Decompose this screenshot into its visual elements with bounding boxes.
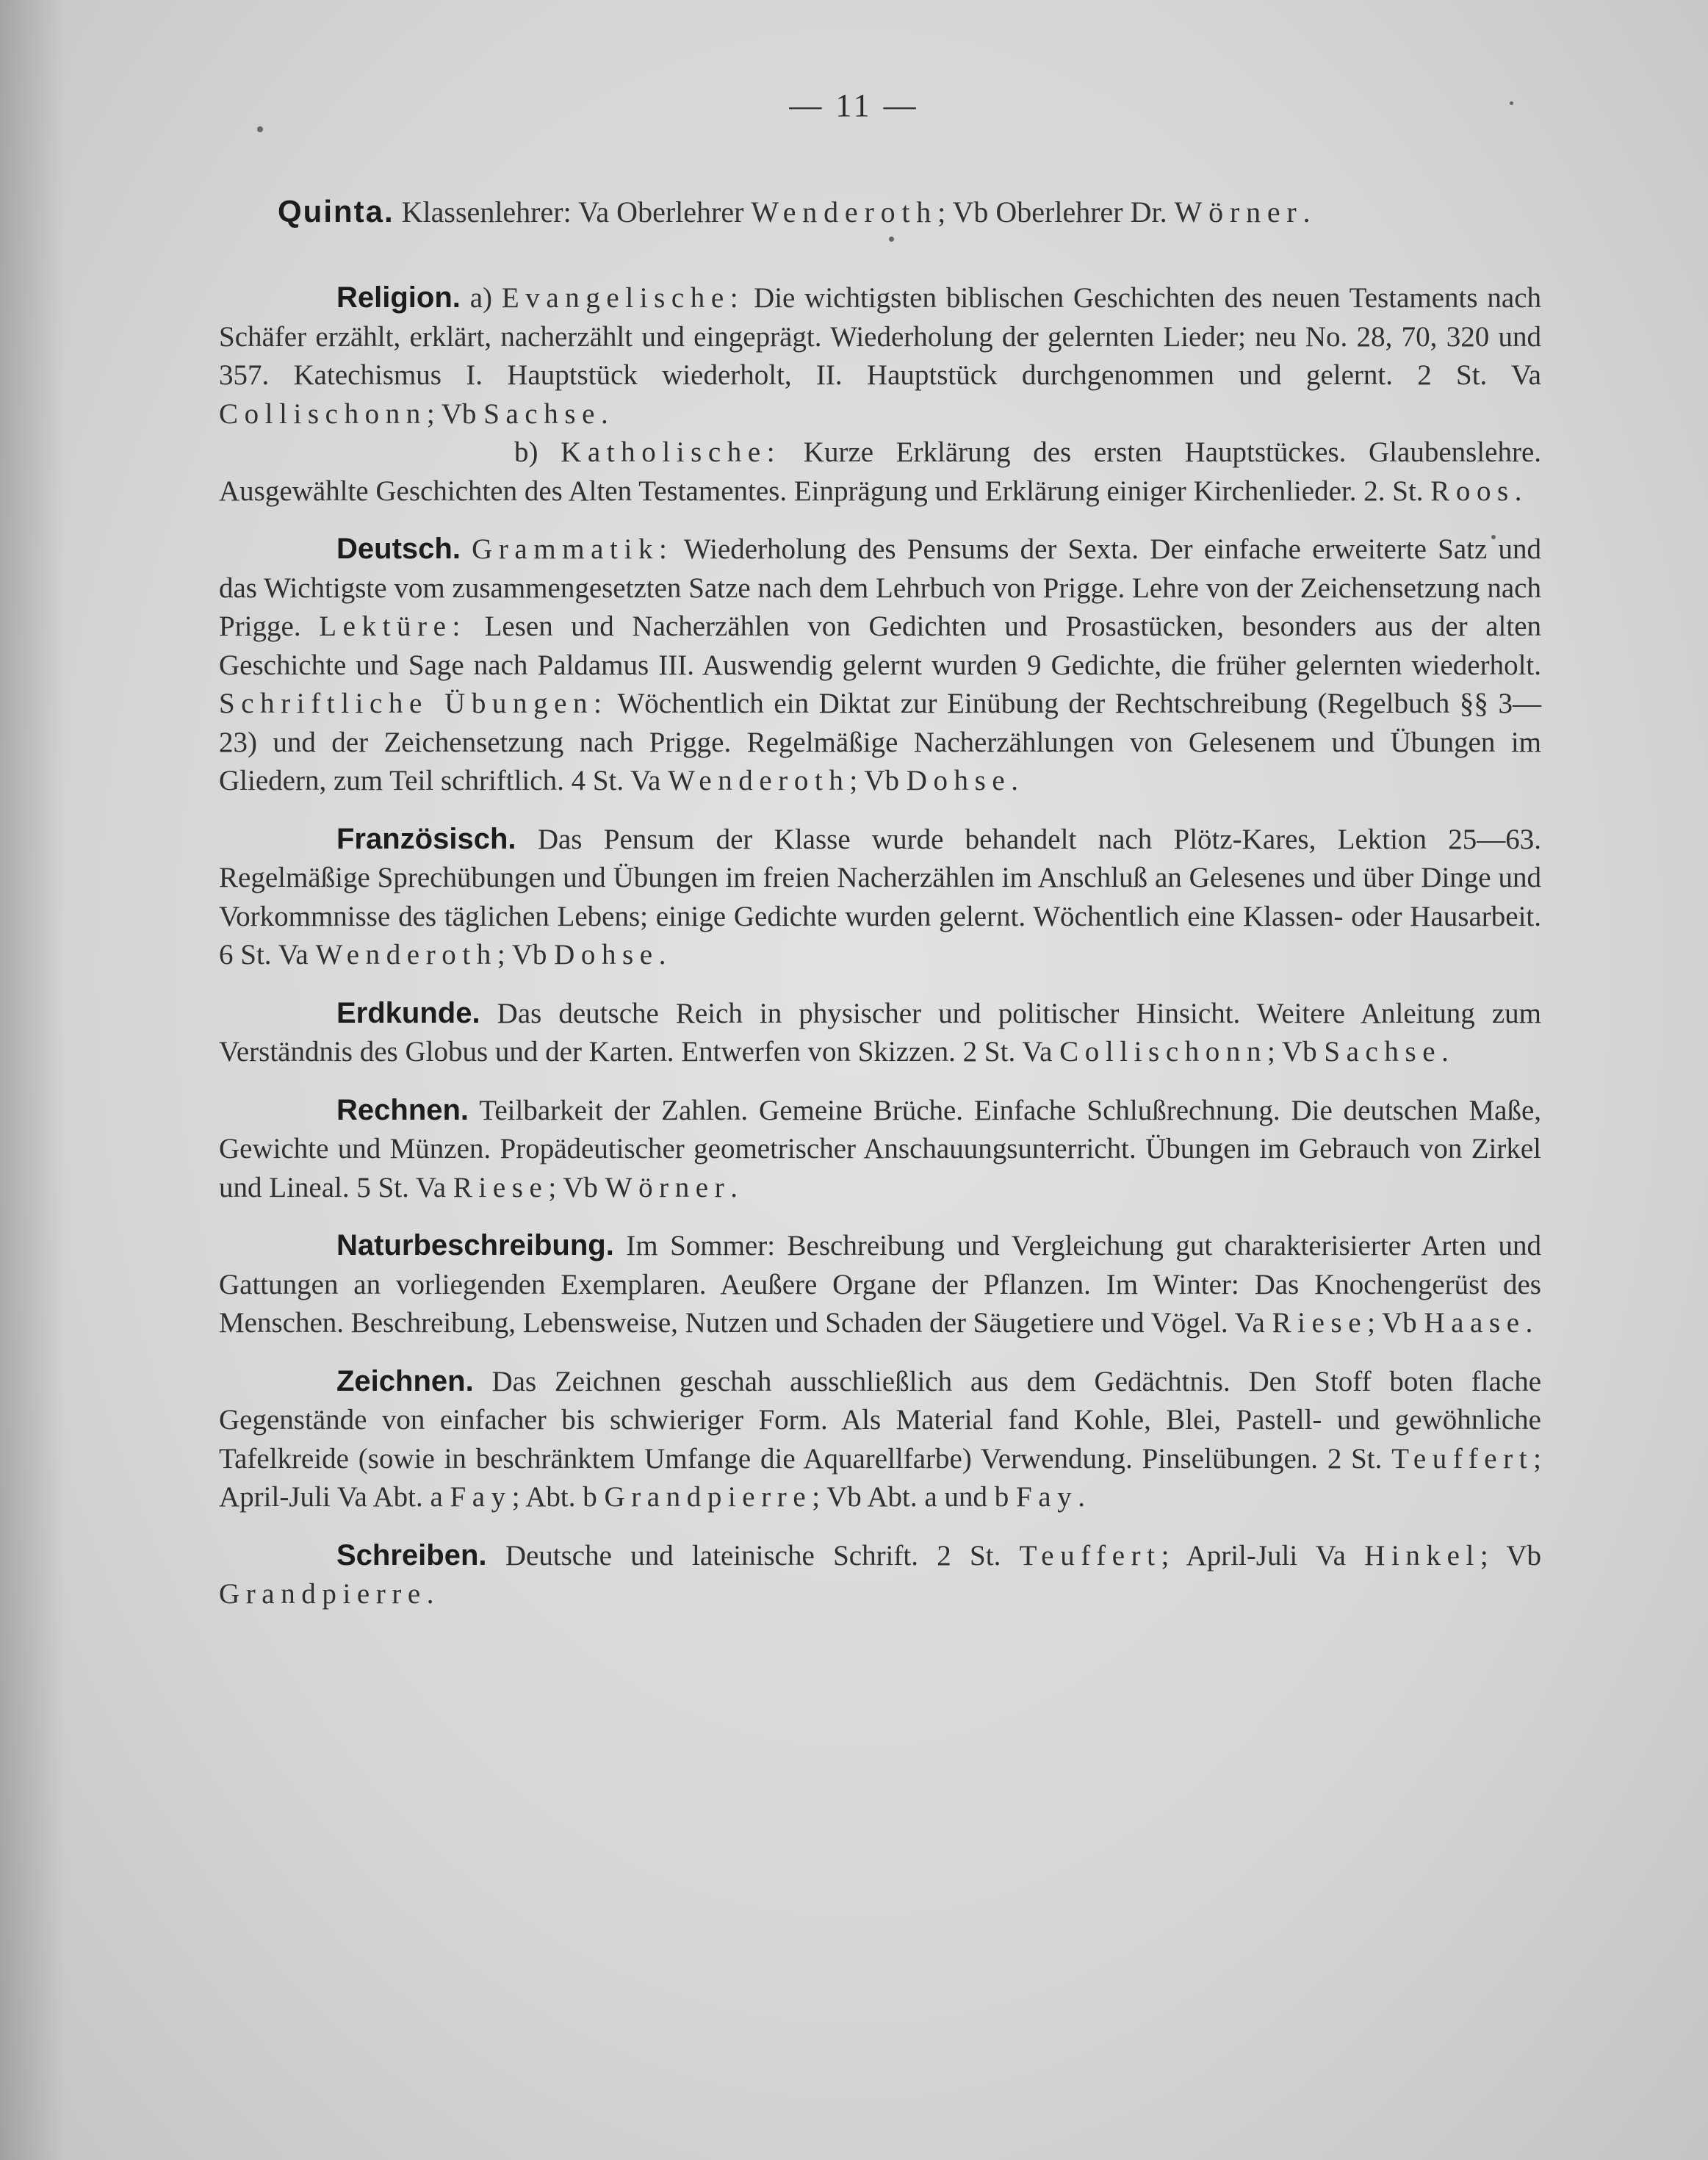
section-religion-b xyxy=(219,433,1541,511)
section-erdkunde xyxy=(219,994,1541,1072)
class-vb-prefix: ; Vb Oberlehrer Dr. xyxy=(937,195,1167,228)
zeichnen-mid-1: ; April-Juli Va Abt. a xyxy=(219,1442,1542,1513)
deutsch-teacher-1: Wenderoth xyxy=(668,765,850,796)
naturbeschreibung-teacher-1: Riese xyxy=(1272,1307,1368,1339)
deutsch-text-lektuere: Lesen und Nacherzählen von Gedichten und Prosastücken, besonders aus der alten Geschichte und Sage nach Paldamus III. Auswendig gelernt wurden 9 Gedichte, die früher gelernten wiederholt. xyxy=(219,611,1542,681)
religion-a-teacher-2: Sachse xyxy=(483,397,601,430)
class-header-end: . xyxy=(1302,195,1311,228)
erdkunde-teacher-1: Collischonn xyxy=(1059,1036,1268,1068)
section-schreiben xyxy=(219,1536,1541,1614)
deutsch-text-schriftlich: Wöchentlich ein Diktat zur Einübung der Rechtschreibung (Regelbuch §§ 3—23) und der Zeichensetzung nach Prigge. Regelmäßige Nacherzählungen von Gelesenem und Übungen im Gliedern, zum Teil schriftlich. 4 St. Va xyxy=(219,688,1541,796)
religion-a-mid: ; Vb xyxy=(426,397,477,430)
text-body xyxy=(219,192,1541,1633)
schreiben-teacher-3: Grandpierre xyxy=(219,1578,427,1610)
rechnen-end: . xyxy=(730,1171,738,1203)
zeichnen-teacher-1: Teuffert xyxy=(1391,1442,1534,1475)
class-name: Quinta. xyxy=(278,194,394,228)
rechnen-teacher-2: Wörner xyxy=(605,1171,731,1203)
deutsch-mid: ; Vb xyxy=(849,765,899,796)
religion-b-text: Kurze Erklärung des ersten Hauptstückes. Glaubenslehre. Ausgewählte Geschichten des Alten Testamentes. Einprägung und Erklärung einiger Kirchenlieder. 2. St. xyxy=(219,436,1542,507)
zeichnen-teacher-3: Grandpierre xyxy=(604,1481,812,1513)
naturbeschreibung-mid: ; Vb xyxy=(1367,1307,1417,1339)
schreiben-teacher-2: Hinkel xyxy=(1364,1539,1480,1572)
section-deutsch xyxy=(219,530,1541,801)
religion-b-teacher: Roos xyxy=(1430,475,1515,507)
rechnen-mid: ; Vb xyxy=(548,1171,598,1203)
franzoesisch-teacher-1: Wenderoth xyxy=(315,939,497,971)
subject-title-schreiben: Schreiben. xyxy=(336,1538,487,1572)
scan-shadow xyxy=(0,0,66,2160)
subject-title-rechnen: Rechnen. xyxy=(336,1093,469,1126)
schreiben-mid-1: ; April-Juli Va xyxy=(1161,1539,1346,1572)
zeichnen-end: . xyxy=(1078,1481,1085,1513)
section-naturbeschreibung xyxy=(219,1226,1541,1343)
section-franzoesisch xyxy=(219,820,1541,975)
deutsch-label-grammatik: Grammatik: xyxy=(472,533,674,565)
class-va-teacher: Wenderoth xyxy=(751,195,938,228)
rechnen-teacher-1: Riese xyxy=(453,1171,549,1203)
section-zeichnen xyxy=(219,1362,1541,1517)
erdkunde-teacher-2: Sachse xyxy=(1324,1036,1442,1068)
religion-b-end: . xyxy=(1514,475,1522,507)
subject-title-franzoesisch: Französisch. xyxy=(336,822,516,855)
class-header xyxy=(278,192,1541,231)
religion-a-prefix: a) xyxy=(469,282,493,314)
schreiben-teacher-1: Teuffert xyxy=(1019,1539,1161,1572)
schreiben-mid-2: ; Vb xyxy=(1480,1539,1541,1572)
zeichnen-teacher-4: Fay xyxy=(1015,1481,1078,1513)
franzoesisch-teacher-2: Dohse xyxy=(554,939,659,971)
subject-title-zeichnen: Zeichnen. xyxy=(336,1364,474,1397)
deutsch-text-grammatik: Wiederholung des Pensums der Sexta. Der einfache erweiterte Satz und das Wichtigste vom zusammengesetzten Satze nach dem Lehrbuch von Prigge. Lehre von der Zeichensetzung nach Prigge. xyxy=(219,533,1541,642)
naturbeschreibung-end: . xyxy=(1525,1307,1533,1339)
naturbeschreibung-text: Im Sommer: Beschreibung und Vergleichung gut charakterisierter Arten und Gattungen an vorliegenden Exemplaren. Aeußere Organe der Pflanzen. Im Winter: Das Knochengerüst des Menschen. Beschreibung, Lebensweise, Nutzen und Schaden der Säugetiere und Vögel. Va xyxy=(219,1230,1541,1339)
zeichnen-mid-2: ; Abt. b xyxy=(511,1481,597,1513)
section-religion-a xyxy=(219,278,1541,433)
religion-a-end: . xyxy=(600,397,608,430)
rechnen-text: Teilbarkeit der Zahlen. Gemeine Brüche. Einfache Schlußrechnung. Die deutschen Maße, Gewichte und Münzen. Propädeutischer geometrischer Anschauungsunterricht. Übungen im Gebrauch von Zirkel und Lineal. 5 St. Va xyxy=(219,1094,1542,1203)
franzoesisch-text: Das Pensum der Klasse wurde behandelt nach Plötz-Kares, Lektion 25—63. Regelmäßige Sprechübungen und Übungen im freien Nacherzählen im Anschluß an Gelesenes und über Dinge und Vorkommnisse des täglichen Lebens; einige Gedichte wurden gelernt. Wöchentlich eine Klassen- oder Hausarbeit. 6 St. Va xyxy=(219,823,1542,971)
page-number: — 11 — xyxy=(789,87,919,123)
subject-title-deutsch: Deutsch. xyxy=(336,533,461,565)
religion-a-text: Die wichtigsten biblischen Geschichten des neuen Testaments nach Schäfer erzählt, erklärt, nacherzählt und eingeprägt. Wiederholung der gelernten Lieder; neu No. 28, 70, 320 und 357. Katechismus I. Hauptstück wiederholt, II. Hauptstück durchgenommen und gelernt. 2 St. Va xyxy=(219,282,1541,391)
subject-title-erdkunde: Erdkunde. xyxy=(336,996,480,1029)
deutsch-end: . xyxy=(1011,765,1019,796)
subject-title-naturbeschreibung: Naturbeschreibung. xyxy=(336,1229,614,1261)
religion-b-prefix: b) xyxy=(514,436,538,468)
class-vb-teacher: Wörner xyxy=(1174,195,1303,228)
schreiben-text: Deutsche und lateinische Schrift. 2 St. xyxy=(505,1539,1001,1572)
franzoesisch-end: . xyxy=(658,939,666,971)
deutsch-teacher-2: Dohse xyxy=(906,765,1012,796)
religion-a-label: Evangelische: xyxy=(501,282,745,314)
subject-title-religion: Religion. xyxy=(336,281,461,314)
erdkunde-text: Das deutsche Reich in physischer und politischer Hinsicht. Weitere Anleitung zum Verständnis des Globus und der Karten. Entwerfen von Skizzen. 2 St. Va xyxy=(219,997,1542,1068)
class-va-prefix: Va Oberlehrer xyxy=(577,195,744,228)
erdkunde-mid: ; Vb xyxy=(1267,1036,1317,1068)
section-rechnen xyxy=(219,1091,1541,1208)
deutsch-label-schriftlich: Schriftliche Übungen: xyxy=(219,688,608,719)
zeichnen-teacher-2: Fay xyxy=(450,1481,512,1513)
zeichnen-text: Das Zeichnen geschah ausschließlich aus dem Gedächtnis. Den Stoff boten flache Gegenstände von einfacher bis schwieriger Form. Als Material fand Kohle, Blei, Pastell- und gewöhnliche Tafelkreide (sowie in beschränktem Umfange die Aquarellfarbe) Verwendung. Pinselübungen. 2 St. xyxy=(219,1365,1542,1475)
scan-speck xyxy=(257,126,263,132)
zeichnen-mid-3: ; Vb Abt. a und b xyxy=(812,1481,1009,1513)
franzoesisch-mid: ; Vb xyxy=(497,939,547,971)
religion-b-label: Katholische: xyxy=(561,436,782,468)
schreiben-end: . xyxy=(426,1578,434,1610)
naturbeschreibung-teacher-2: Haase xyxy=(1424,1307,1526,1339)
class-teacher-label: Klassenlehrer: xyxy=(401,195,572,228)
erdkunde-end: . xyxy=(1441,1036,1449,1068)
deutsch-label-lektuere: Lektüre: xyxy=(319,611,466,642)
religion-a-teacher-1: Collischonn xyxy=(219,397,427,430)
